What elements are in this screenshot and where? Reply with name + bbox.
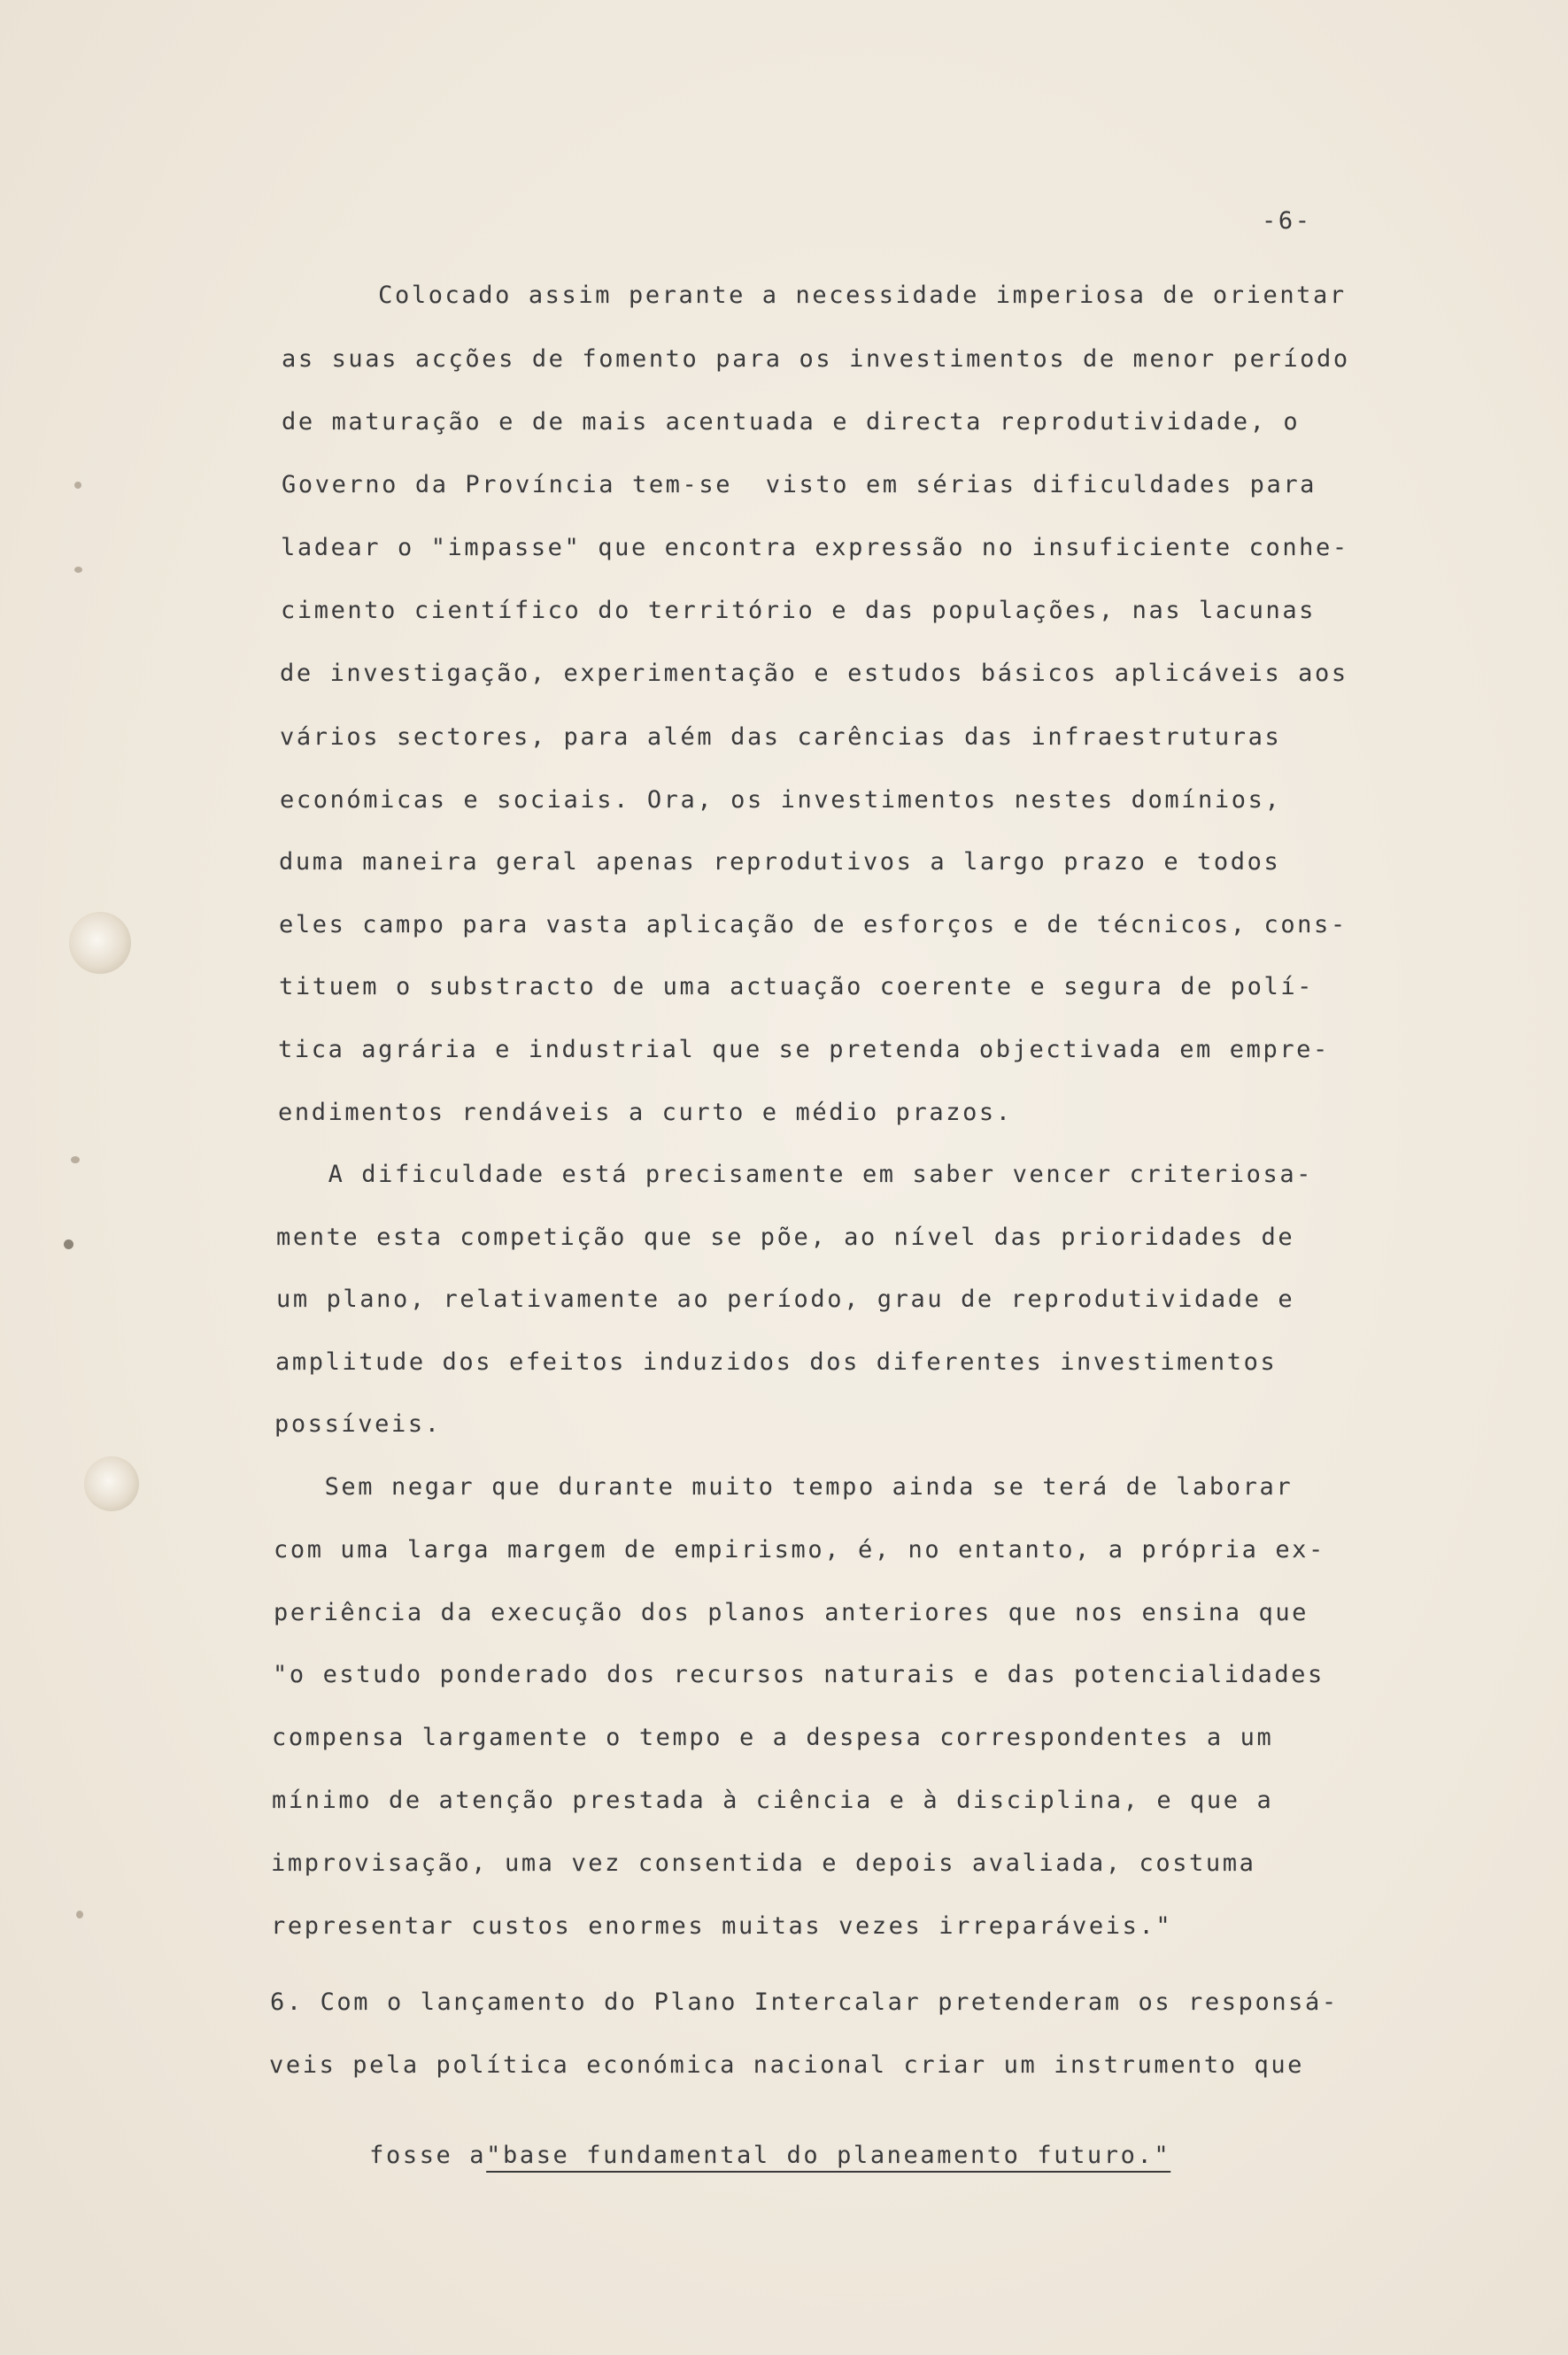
punch-hole-upper bbox=[69, 912, 131, 974]
text-line: mínimo de atenção prestada à ciência e à disciplina, e que a bbox=[272, 1787, 1274, 1814]
paper-speck bbox=[64, 1239, 73, 1249]
text-line: 6. Com o lançamento do Plano Intercalar pretenderam os responsá- bbox=[270, 1988, 1339, 2016]
text-line: um plano, relativamente ao período, grau de reprodutividade e bbox=[276, 1286, 1295, 1313]
text-line: amplitude dos efeitos induzidos dos diferentes investimentos bbox=[275, 1348, 1278, 1376]
text-line: compensa largamente o tempo e a despesa correspondentes a um bbox=[272, 1724, 1274, 1751]
text-line: económicas e sociais. Ora, os investimentos nestes domínios, bbox=[280, 786, 1282, 814]
text-line: tica agrária e industrial que se pretenda objectivada em empre- bbox=[278, 1036, 1330, 1063]
text-line: veis pela política económica nacional criar um instrumento que bbox=[269, 2051, 1305, 2079]
paper-speck bbox=[74, 567, 82, 573]
text-line: de maturação e de mais acentuada e directa reprodutividade, o bbox=[282, 408, 1301, 436]
text-line: "o estudo ponderado dos recursos naturais e das potencialidades bbox=[273, 1661, 1325, 1688]
page-number: -6- bbox=[1262, 207, 1312, 235]
text-line: mente esta competição que se põe, ao nível das prioridades de bbox=[276, 1224, 1295, 1251]
text-line: endimentos rendáveis a curto e médio prazos. bbox=[278, 1099, 1013, 1126]
text-line: vários sectores, para além das carências das infraestruturas bbox=[280, 723, 1282, 751]
underlined-quote: "base fundamental do planeamento futuro." bbox=[486, 2142, 1171, 2169]
text-line: A dificuldade está precisamente em saber vencer criteriosa- bbox=[278, 1161, 1314, 1188]
text-line: Colocado assim perante a necessidade imperiosa de orientar bbox=[278, 282, 1347, 309]
text-line: tituem o substracto de uma actuação coerente e segura de polí- bbox=[279, 973, 1315, 1000]
text-line: representar custos enormes muitas vezes irreparáveis." bbox=[271, 1912, 1173, 1940]
text-line-final bbox=[269, 2114, 1170, 2197]
paper-speck bbox=[76, 1911, 83, 1919]
paper-speck bbox=[71, 1156, 80, 1163]
text-line: possíveis. bbox=[274, 1410, 442, 1438]
text-line: periência da execução dos planos anteriores que nos ensina que bbox=[274, 1599, 1309, 1626]
text-line: de investigação, experimentação e estudos básicos aplicáveis aos bbox=[280, 660, 1348, 687]
punch-hole-lower bbox=[84, 1456, 139, 1511]
text-line: as suas acções de fomento para os investimentos de menor período bbox=[282, 345, 1350, 373]
text-line: Sem negar que durante muito tempo ainda se terá de laborar bbox=[274, 1473, 1294, 1501]
text-line-prefix: fosse a bbox=[369, 2142, 487, 2169]
text-line: cimento científico do território e das populações, nas lacunas bbox=[281, 597, 1317, 624]
text-line: ladear o "impasse" que encontra expressão no insuficiente conhe- bbox=[281, 534, 1349, 561]
paper-speck bbox=[74, 482, 81, 489]
text-line: duma maneira geral apenas reprodutivos a largo prazo e todos bbox=[279, 848, 1281, 876]
text-line: Governo da Província tem-se visto em sérias dificuldades para bbox=[282, 471, 1317, 498]
text-line: com uma larga margem de empirismo, é, no entanto, a própria ex- bbox=[274, 1536, 1325, 1564]
text-line: eles campo para vasta aplicação de esforços e de técnicos, cons- bbox=[279, 911, 1348, 938]
text-line: improvisação, uma vez consentida e depois avaliada, costuma bbox=[271, 1849, 1256, 1877]
